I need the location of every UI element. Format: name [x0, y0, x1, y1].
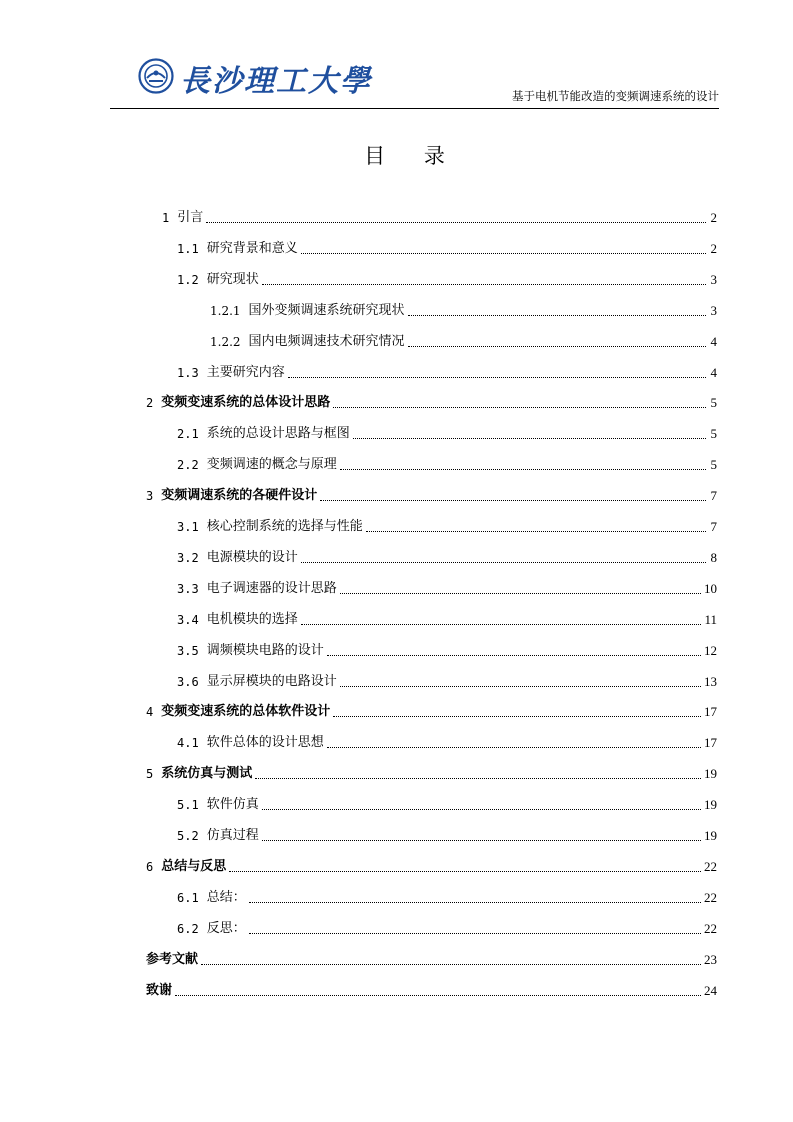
toc-entry[interactable] — [177, 515, 717, 535]
toc-dot-leader — [249, 901, 701, 903]
toc-entry-number: 1.2.1 — [210, 304, 241, 318]
toc-entry-label: 调频模块电路的设计 — [206, 643, 324, 658]
toc-entry[interactable] — [210, 299, 717, 319]
toc-entry-label: 变频调速的概念与原理 — [206, 457, 337, 472]
toc-entry-number: 5.2 — [177, 829, 199, 843]
toc-entry[interactable] — [177, 268, 717, 288]
toc-entry-page: 17 — [704, 735, 717, 750]
toc-dot-leader — [408, 345, 706, 347]
toc-entry-page: 2 — [710, 241, 717, 256]
toc-entry[interactable] — [210, 330, 717, 350]
toc-entry-number: 2.2 — [177, 458, 199, 472]
toc-dot-leader — [255, 777, 701, 779]
toc-entry-label: 仿真过程 — [206, 828, 259, 843]
toc-dot-leader — [327, 746, 701, 748]
toc-entry[interactable] — [177, 824, 717, 844]
toc-entry-number: 3.2 — [177, 551, 199, 565]
toc-entry-number: 6.1 — [177, 891, 199, 905]
toc-entry-label: 研究背景和意义 — [206, 241, 298, 256]
toc-entry-label: 变频变速系统的总体软件设计 — [161, 704, 331, 719]
toc-entry-page: 3 — [710, 303, 717, 318]
toc-entry-label: 变频调速系统的各硬件设计 — [161, 488, 318, 503]
toc-entry-number: 3 — [146, 489, 154, 503]
toc-entry-page: 22 — [704, 859, 717, 874]
toc-entry-page: 5 — [710, 457, 717, 472]
toc-dot-leader — [288, 376, 706, 378]
toc-entry-label: 国外变频调速系统研究现状 — [248, 303, 405, 318]
toc-entry[interactable] — [177, 422, 717, 442]
toc-entry-page: 2 — [710, 210, 717, 225]
toc-entry-number: 5.1 — [177, 798, 199, 812]
toc-entry-page: 5 — [710, 395, 717, 410]
toc-entry-label: 显示屏模块的电路设计 — [206, 674, 337, 689]
toc-dot-leader — [353, 437, 706, 439]
toc-entry-number: 1.1 — [177, 242, 199, 256]
toc-entry[interactable] — [177, 886, 717, 906]
toc-entry[interactable] — [162, 206, 717, 226]
toc-entry[interactable] — [177, 546, 717, 566]
toc-entry-page: 3 — [710, 272, 717, 287]
university-seal-icon — [138, 58, 174, 94]
toc-entry-page: 19 — [704, 797, 717, 812]
toc-entry-page: 10 — [704, 581, 717, 596]
toc-entry-number: 3.3 — [177, 582, 199, 596]
toc-entry-label: 总结与反思 — [161, 859, 227, 874]
toc-entry[interactable] — [177, 917, 717, 937]
page-title: 目 录 — [364, 144, 461, 168]
header-subtitle: 基于电机节能改造的变频调速系统的设计 — [512, 89, 719, 103]
toc-entry[interactable] — [177, 237, 717, 257]
toc-entry-label: 系统的总设计思路与框图 — [206, 426, 350, 441]
toc-entry[interactable] — [177, 453, 717, 473]
toc-entry-number: 6 — [146, 860, 154, 874]
toc-entry[interactable] — [146, 948, 717, 968]
toc-entry-label: 参考文献 — [146, 952, 199, 967]
toc-entry[interactable] — [177, 577, 717, 597]
toc-entry-label: 主要研究内容 — [206, 365, 285, 380]
toc-entry-page: 19 — [704, 828, 717, 843]
toc-dot-leader — [340, 468, 706, 470]
toc-entry-label: 引言 — [177, 210, 204, 225]
toc-entry-page: 22 — [704, 890, 717, 905]
toc-entry[interactable] — [146, 855, 717, 875]
toc-entry-label: 总结： — [206, 890, 246, 905]
toc-entry-number: 1.2 — [177, 273, 199, 287]
toc-entry-page: 4 — [710, 334, 717, 349]
toc-entry-number: 5 — [146, 767, 154, 781]
toc-entry-number: 3.4 — [177, 613, 199, 627]
toc-entry-number: 6.2 — [177, 922, 199, 936]
toc-entry-label: 电机模块的选择 — [206, 612, 298, 627]
toc-dot-leader — [301, 623, 702, 625]
toc-dot-leader — [320, 499, 706, 501]
toc-entry-page: 8 — [710, 550, 717, 565]
toc-entry-label: 致谢 — [146, 983, 173, 998]
toc-dot-leader — [201, 963, 701, 965]
toc-entry-label: 反思： — [206, 921, 246, 936]
toc-dot-leader — [340, 592, 701, 594]
toc-dot-leader — [327, 654, 701, 656]
toc-entry-label: 电子调速器的设计思路 — [206, 581, 337, 596]
toc-entry[interactable] — [177, 608, 717, 628]
toc-entry-page: 24 — [704, 983, 717, 998]
toc-entry-number: 4.1 — [177, 736, 199, 750]
university-logo-text: 長沙理工大學 — [180, 64, 372, 99]
toc-entry-number: 3.1 — [177, 520, 199, 534]
toc-dot-leader — [340, 685, 701, 687]
toc-entry-label: 系统仿真与测试 — [161, 766, 253, 781]
toc-dot-leader — [333, 715, 701, 717]
toc-entry-label: 软件仿真 — [206, 797, 259, 812]
toc-entry[interactable] — [177, 361, 717, 381]
toc-entry-number: 1 — [162, 211, 170, 225]
toc-dot-leader — [206, 221, 706, 223]
toc-entry-page: 23 — [704, 952, 717, 967]
toc-dot-leader — [175, 994, 701, 996]
toc-entry-number: 3.6 — [177, 675, 199, 689]
toc-entry-label: 电源模块的设计 — [206, 550, 298, 565]
toc-entry-page: 4 — [710, 365, 717, 380]
toc-entry-label: 变频变速系统的总体设计思路 — [161, 395, 331, 410]
toc-entry[interactable] — [146, 979, 717, 999]
toc-entry[interactable] — [177, 731, 717, 751]
toc-dot-leader — [366, 530, 706, 532]
toc-dot-leader — [333, 406, 706, 408]
header-rule — [110, 108, 719, 109]
toc-dot-leader — [262, 839, 701, 841]
toc-entry-page: 17 — [704, 704, 717, 719]
toc-dot-leader — [262, 283, 706, 285]
toc-dot-leader — [262, 808, 701, 810]
toc-entry-page: 11 — [704, 612, 717, 627]
toc-entry-page: 7 — [710, 519, 717, 534]
toc-entry-page: 12 — [704, 643, 717, 658]
toc-entry[interactable] — [146, 762, 717, 782]
toc-entry-number: 2 — [146, 396, 154, 410]
toc-entry[interactable] — [146, 391, 717, 411]
toc-entry-label: 核心控制系统的选择与性能 — [206, 519, 363, 534]
toc-dot-leader — [408, 314, 706, 316]
toc-entry-label: 国内电频调速技术研究情况 — [248, 334, 405, 349]
toc-entry-number: 3.5 — [177, 644, 199, 658]
toc-entry-page: 22 — [704, 921, 717, 936]
toc-entry[interactable] — [146, 484, 717, 504]
toc-dot-leader — [301, 252, 706, 254]
toc-entry-page: 7 — [710, 488, 717, 503]
toc-entry-number: 1.2.2 — [210, 335, 241, 349]
toc-dot-leader — [301, 561, 706, 563]
toc-entry[interactable] — [146, 700, 717, 720]
toc-entry[interactable] — [177, 670, 717, 690]
toc-entry-label: 软件总体的设计思想 — [206, 735, 324, 750]
toc-entry-page: 19 — [704, 766, 717, 781]
toc-entry-page: 5 — [710, 426, 717, 441]
toc-entry-number: 1.3 — [177, 366, 199, 380]
toc-entry[interactable] — [177, 793, 717, 813]
toc-entry-page: 13 — [704, 674, 717, 689]
toc-entry[interactable] — [177, 639, 717, 659]
toc-entry-label: 研究现状 — [206, 272, 259, 287]
toc-entry-number: 4 — [146, 705, 154, 719]
page-header — [110, 52, 719, 108]
toc-dot-leader — [229, 870, 701, 872]
toc-entry-number: 2.1 — [177, 427, 199, 441]
toc-dot-leader — [249, 932, 701, 934]
